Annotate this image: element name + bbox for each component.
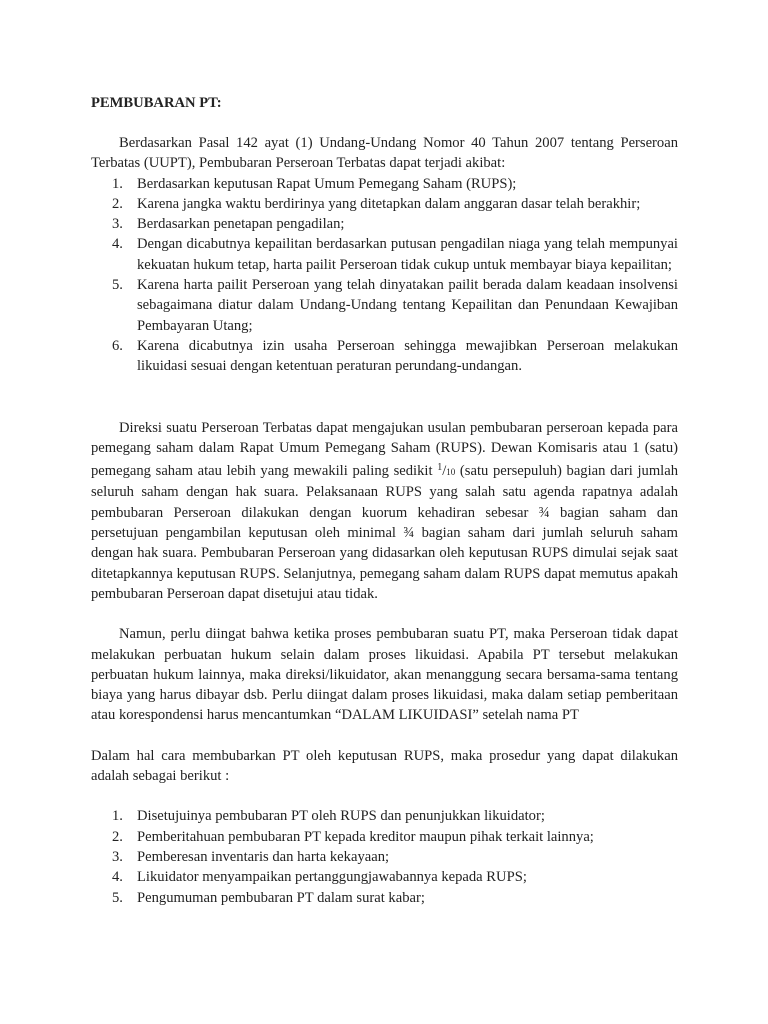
fraction-separator: / bbox=[442, 463, 447, 480]
list-number: 4. bbox=[112, 869, 123, 886]
list-item bbox=[91, 194, 678, 214]
list-number: 2. bbox=[112, 195, 123, 212]
section-heading: PEMBUBARAN PT: bbox=[91, 95, 222, 111]
document-page bbox=[91, 93, 678, 908]
list-number: 1. bbox=[112, 808, 123, 825]
list-item-text: Karena jangka waktu berdirinya yang ditetapkan dalam anggaran dasar telah berakhir; bbox=[137, 195, 641, 212]
list-number: 3. bbox=[112, 848, 123, 865]
list-item bbox=[91, 275, 678, 336]
list-item bbox=[91, 806, 678, 826]
list-item bbox=[91, 336, 678, 377]
list-item bbox=[91, 827, 678, 847]
list-item-text: Pengumuman pembubaran PT dalam surat kabar; bbox=[137, 889, 425, 906]
list-number: 5. bbox=[112, 277, 123, 294]
list-item-text: Berdasarkan keputusan Rapat Umum Pemegang Saham (RUPS); bbox=[137, 175, 517, 192]
list-number: 4. bbox=[112, 236, 123, 253]
list-item bbox=[91, 867, 678, 887]
procedure-steps-list bbox=[91, 806, 678, 907]
list-item-text: Dengan dicabutnya kepailitan berdasarkan putusan pengadilan niaga yang telah mempunyai kekuatan hukum tetap, harta pailit Perseroan tidak cukup untuk membayar biaya kepailitan; bbox=[137, 236, 678, 273]
dissolution-reasons-list bbox=[91, 174, 678, 377]
list-item-text: Karena dicabutnya izin usaha Perseroan sehingga mewajibkan Perseroan melakukan likuidasi sesuai dengan ketentuan peraturan perundang-undangan. bbox=[137, 337, 678, 375]
list-item-text: Pemberesan inventaris dan harta kekayaan; bbox=[137, 848, 390, 865]
list-item-text: Pemberitahuan pembubaran PT kepada kreditor maupun pihak terkait lainnya; bbox=[137, 828, 594, 845]
list-item bbox=[91, 888, 678, 908]
list-number: 5. bbox=[112, 889, 123, 906]
list-item-text: Karena harta pailit Perseroan yang telah dinyatakan pailit berada dalam keadaan insolvensi sebagaimana diatur dalam Undang-Undang tentang Kepailitan dan Penundaan Kewajiban Pembayaran Utang; bbox=[137, 277, 678, 334]
list-item bbox=[91, 847, 678, 867]
list-item bbox=[91, 234, 678, 275]
list-item-text: Berdasarkan penetapan pengadilan; bbox=[137, 216, 345, 233]
paragraph-text: Direksi suatu Perseroan Terbatas dapat mengajukan usulan pembubaran perseroan kepada para pemegang saham dalam Rapat Umum Pemegang Saham (RUPS). Dewan Komisaris atau 1 (satu) pemegang saham atau lebih yang mewakili paling sedikit bbox=[91, 419, 678, 480]
paragraph-text: (satu persepuluh) bagian dari jumlah seluruh saham dengan hak suara. Pelaksanaan RUPS yang salah satu agenda rapatnya adalah pembubaran Perseroan dilakukan dengan kuorum kehadiran sebesar ¾ bagian saham dan persetujuan pengambilan keputusan oleh minimal ¾ bagian saham dari jumlah seluruh saham dengan hak suara. Pembubaran Perseroan yang didasarkan oleh keputusan RUPS dimulai sejak saat ditetapkannya keputusan RUPS. Selanjutnya, pemegang saham dalam RUPS dapat memutus apakah pembubaran Perseroan dapat disetujui atau tidak. bbox=[91, 463, 678, 602]
fraction bbox=[437, 463, 455, 479]
intro-paragraph: Berdasarkan Pasal 142 ayat (1) Undang-Undang Nomor 40 Tahun 2007 tentang Perseroan Terbatas (UUPT), Pembubaran Perseroan Terbatas dapat terjadi akibat: bbox=[91, 135, 678, 172]
procedure-intro-paragraph: Dalam hal cara membubarkan PT oleh keputusan RUPS, maka prosedur yang dapat dilakukan adalah sebagai berikut : bbox=[91, 747, 678, 785]
list-number: 3. bbox=[112, 216, 123, 233]
list-number: 1. bbox=[112, 175, 123, 192]
list-item bbox=[91, 174, 678, 194]
fraction-denominator: 10 bbox=[446, 467, 456, 478]
fraction-numerator: 1 bbox=[437, 462, 443, 474]
list-number: 6. bbox=[112, 337, 123, 354]
directors-paragraph bbox=[91, 418, 678, 605]
list-item bbox=[91, 214, 678, 234]
liquidation-paragraph: Namun, perlu diingat bahwa ketika proses pembubaran suatu PT, maka Perseroan tidak dapat melakukan perbuatan hukum selain dalam proses likuidasi. Apabila PT tersebut melakukan perbuatan hukum lainnya, maka direksi/likuidator, akan menanggung secara bersama-sama tentang biaya yang harus dibayar dsb. Perlu diingat dalam proses likuidasi, maka dalam setiap pemberitaan atau korespondensi harus mencantumkan “DALAM LIKUIDASI” setelah nama PT bbox=[91, 626, 678, 724]
list-item-text: Likuidator menyampaikan pertanggungjawabannya kepada RUPS; bbox=[137, 869, 527, 886]
list-item-text: Disetujuinya pembubaran PT oleh RUPS dan penunjukkan likuidator; bbox=[137, 808, 545, 825]
list-number: 2. bbox=[112, 828, 123, 845]
